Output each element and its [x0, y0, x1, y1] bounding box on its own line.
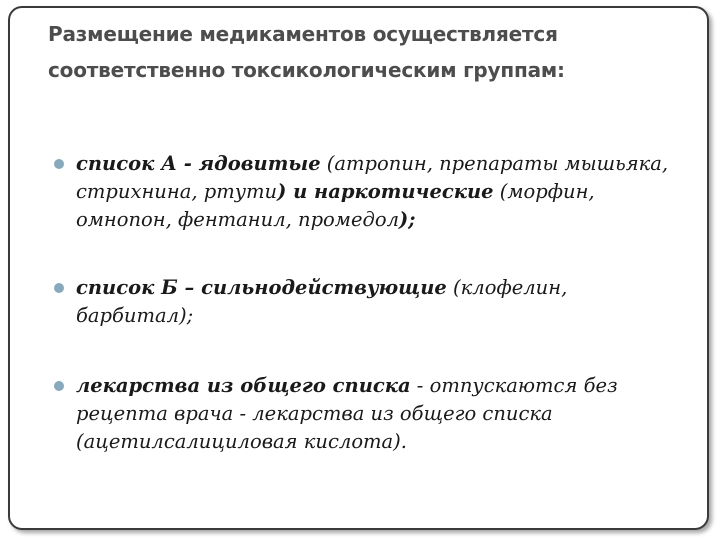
list-item-general-plain: - отпускаются без рецепта врача - лекарства из общего списка (ацетилсалициловая кислота). — [76, 374, 618, 453]
bullet-dot-icon — [54, 283, 64, 293]
list-item-a-plain-1: (атропин, препараты мышьяка, стрихнина, ртути — [76, 152, 669, 203]
list-item-a-bold-1: список А - ядовитые — [76, 152, 321, 175]
list-item-b-bold: список Б – сильнодействующие — [76, 276, 447, 299]
list-item-general-bold: лекарства из общего списка — [76, 374, 411, 397]
list-item-general — [54, 372, 694, 456]
slide-frame — [8, 6, 709, 530]
bullet-dot-icon — [54, 381, 64, 391]
list-item-a-bold-2: ) и наркотические — [277, 180, 494, 203]
list-item-a-bold-3: ); — [399, 208, 416, 231]
slide-title: Размещение медикаментов осуществляется соответственно токсикологическим группам: — [48, 22, 565, 82]
list-item-b-plain: (клофелин, барбитал); — [76, 276, 568, 327]
list-item-a-plain-2: (морфин, омнопон, фентанил, промедол — [76, 180, 595, 231]
list-item-general-text — [76, 372, 676, 456]
list-item-b-text — [76, 274, 676, 330]
list-item-b — [54, 274, 694, 330]
bullet-dot-icon — [54, 159, 64, 169]
list-item-a — [54, 150, 694, 234]
list-item-a-text — [76, 150, 676, 234]
